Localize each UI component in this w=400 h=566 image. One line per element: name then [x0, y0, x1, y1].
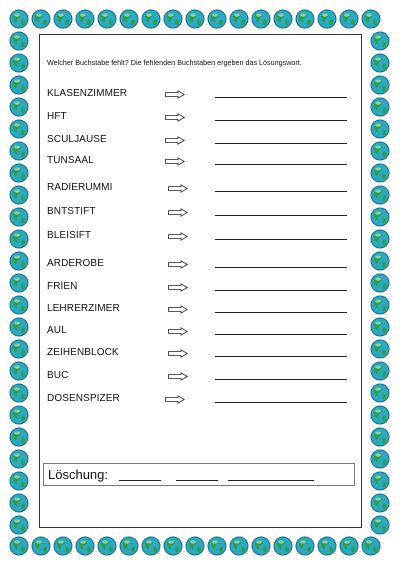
word-row	[47, 347, 357, 361]
scrambled-word: DOSENSPIZER	[47, 393, 120, 404]
globe-icon	[371, 54, 389, 72]
globe-icon	[371, 428, 389, 446]
answer-line[interactable]	[215, 239, 347, 240]
globe-icon	[230, 10, 248, 28]
globe-icon	[274, 10, 292, 28]
scrambled-word: ZEIHENBLOCK	[47, 347, 119, 358]
globe-icon	[10, 186, 28, 204]
globe-icon	[32, 537, 50, 555]
scrambled-word: KLASENZIMMER	[47, 88, 128, 99]
globe-icon	[10, 494, 28, 512]
globe-icon	[371, 186, 389, 204]
globe-icon	[10, 362, 28, 380]
globe-icon	[32, 10, 50, 28]
globe-icon	[371, 120, 389, 138]
solution-label: Löschung:	[48, 467, 108, 482]
word-row	[47, 303, 357, 317]
globe-icon	[371, 274, 389, 292]
globe-icon	[371, 164, 389, 182]
globe-icon	[371, 362, 389, 380]
globe-icon	[10, 472, 28, 490]
globe-icon	[371, 450, 389, 468]
globe-icon	[164, 537, 182, 555]
instruction-text: Welcher Buchstabe fehlt? Die fehlenden Buchstaben ergeben das Lösungswort.	[47, 58, 302, 67]
arrow-right-icon	[168, 232, 188, 241]
word-row	[47, 88, 357, 102]
solution-box	[43, 463, 355, 486]
arrow-right-icon	[168, 305, 188, 314]
arrow-right-icon	[168, 208, 188, 217]
globe-icon	[296, 10, 314, 28]
globe-icon	[371, 142, 389, 160]
scrambled-word: HFT	[47, 111, 67, 122]
answer-line[interactable]	[215, 267, 347, 268]
globe-icon	[186, 10, 204, 28]
globe-icon	[371, 296, 389, 314]
word-row	[47, 182, 357, 196]
globe-icon	[186, 537, 204, 555]
globe-icon	[10, 76, 28, 94]
globe-icon	[54, 10, 72, 28]
globe-icon	[10, 230, 28, 248]
globe-icon	[371, 98, 389, 116]
word-row	[47, 281, 357, 295]
answer-line[interactable]	[215, 334, 347, 335]
globe-icon	[252, 537, 270, 555]
globe-icon	[371, 384, 389, 402]
word-row	[47, 134, 357, 148]
arrow-right-icon	[168, 184, 188, 193]
answer-line[interactable]	[215, 290, 347, 291]
globe-icon	[10, 406, 28, 424]
globe-icon	[208, 537, 226, 555]
globe-icon	[230, 537, 248, 555]
solution-blank[interactable]	[119, 480, 161, 481]
globe-icon	[10, 274, 28, 292]
globe-icon	[10, 54, 28, 72]
word-row	[47, 155, 357, 169]
answer-line[interactable]	[215, 97, 347, 98]
globe-icon	[120, 10, 138, 28]
answer-line[interactable]	[215, 379, 347, 380]
arrow-right-icon	[168, 349, 188, 358]
globe-icon	[10, 120, 28, 138]
answer-line[interactable]	[215, 215, 347, 216]
answer-line[interactable]	[215, 143, 347, 144]
answer-line[interactable]	[215, 120, 347, 121]
arrow-right-icon	[165, 136, 185, 145]
globe-icon	[10, 252, 28, 270]
solution-blank[interactable]	[176, 480, 218, 481]
globe-icon	[10, 98, 28, 116]
globe-icon	[252, 10, 270, 28]
globe-icon	[371, 32, 389, 50]
globe-icon	[371, 252, 389, 270]
arrow-right-icon	[168, 260, 188, 269]
answer-line[interactable]	[215, 356, 347, 357]
globe-icon	[10, 384, 28, 402]
globe-icon	[54, 537, 72, 555]
globe-icon	[371, 76, 389, 94]
globe-icon	[296, 537, 314, 555]
arrow-right-icon	[168, 372, 188, 381]
globe-icon	[371, 340, 389, 358]
globe-icon	[10, 428, 28, 446]
globe-icon	[371, 318, 389, 336]
scrambled-word: RADIERUMMI	[47, 182, 113, 193]
globe-icon	[76, 537, 94, 555]
globe-icon	[10, 450, 28, 468]
globe-icon	[371, 472, 389, 490]
arrow-right-icon	[165, 157, 185, 166]
globe-icon	[10, 10, 28, 28]
arrow-right-icon	[168, 327, 188, 336]
globe-icon	[10, 142, 28, 160]
globe-icon	[371, 230, 389, 248]
scrambled-word: ARDEROBE	[47, 258, 104, 269]
arrow-right-icon	[165, 113, 185, 122]
globe-icon	[164, 10, 182, 28]
globe-icon	[318, 10, 336, 28]
globe-icon	[371, 516, 389, 534]
globe-icon	[371, 406, 389, 424]
word-row	[47, 258, 357, 272]
globe-icon	[10, 318, 28, 336]
globe-icon	[318, 537, 336, 555]
globe-icon	[362, 10, 380, 28]
scrambled-word: BLEISIFT	[47, 230, 92, 241]
globe-icon	[10, 340, 28, 358]
word-row	[47, 206, 357, 220]
globe-icon	[340, 537, 358, 555]
scrambled-word: SCULJAUSE	[47, 134, 107, 145]
answer-line[interactable]	[215, 402, 347, 403]
globe-icon	[371, 494, 389, 512]
scrambled-word: BUC	[47, 370, 69, 381]
globe-icon	[10, 32, 28, 50]
arrow-right-icon	[165, 395, 185, 404]
scrambled-word: LEHRERZIMER	[47, 303, 120, 314]
globe-icon	[362, 537, 380, 555]
globe-icon	[340, 10, 358, 28]
globe-icon	[98, 10, 116, 28]
answer-line[interactable]	[215, 164, 347, 165]
globe-icon	[10, 516, 28, 534]
word-row	[47, 393, 357, 407]
globe-icon	[120, 537, 138, 555]
answer-line[interactable]	[215, 312, 347, 313]
globe-icon	[76, 10, 94, 28]
arrow-right-icon	[165, 90, 185, 99]
globe-icon	[10, 208, 28, 226]
globe-icon	[98, 537, 116, 555]
globe-icon	[208, 10, 226, 28]
scrambled-word: TUNSAAL	[47, 155, 94, 166]
solution-blank[interactable]	[228, 480, 314, 481]
word-row	[47, 370, 357, 384]
globe-icon	[10, 164, 28, 182]
word-row	[47, 325, 357, 339]
globe-icon	[142, 10, 160, 28]
globe-icon	[10, 296, 28, 314]
scrambled-word: FRIEN	[47, 281, 78, 292]
word-row	[47, 111, 357, 125]
globe-icon	[274, 537, 292, 555]
scrambled-word: BNTSTIFT	[47, 206, 96, 217]
arrow-right-icon	[168, 283, 188, 292]
globe-icon	[371, 208, 389, 226]
scrambled-word: AUL	[47, 325, 67, 336]
globe-icon	[10, 537, 28, 555]
answer-line[interactable]	[215, 191, 347, 192]
globe-icon	[142, 537, 160, 555]
word-row	[47, 230, 357, 244]
